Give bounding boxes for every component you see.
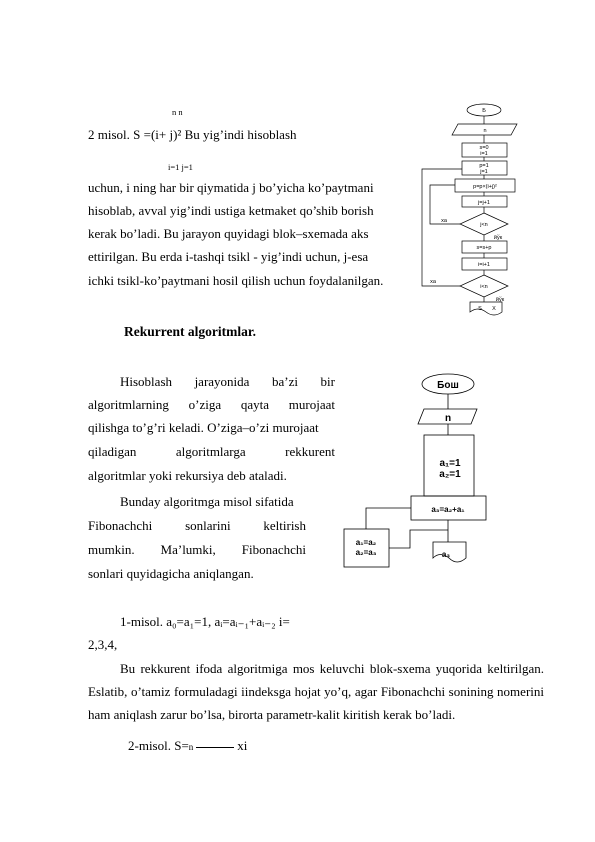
fc2-init-a2: a₂=1 [439, 469, 461, 480]
fc1-cond-j: j<n [480, 222, 488, 228]
section-line: Fibonachchi sonlarini keltirish [88, 518, 306, 533]
fc1-init-p: p=1 [479, 163, 489, 169]
section-line: qilishga to’g’ri keladi. O’ziga–o’zi murojaat [88, 420, 319, 435]
body-paragraph-text: Bu rekkurent ifoda algoritmiga mos keluvchi blok-sxema yuqorida keltirilgan. Eslatib, o’tamiz formuladagi iindeksga hojat yo’q, agar Fibonachchi sonining nomerini ham aniqlash zarur bo’lsa, birorta parametr-kalit kiritish kerak bo’ladi. [88, 661, 544, 722]
fc1-no-i: йўк [495, 297, 505, 303]
fc2-formula: a₃=a₂+a₁ [431, 505, 465, 514]
fc2-init-a1: a₁=1 [439, 458, 461, 469]
example-2b-prefix: 2-misol. S= [128, 738, 189, 753]
fc1-start: Б [482, 108, 486, 114]
example-2-line: 2 misol. S =(i+ j)² Bu yig’indi hisoblash [88, 127, 297, 142]
fc1-init-i: i=1 [480, 151, 488, 157]
body-paragraph [88, 657, 544, 726]
para-line: ettirilgan. Bu erda i-tashqi tsikl - yig’indi uchun, j-esa [88, 249, 369, 264]
example-2b-x: xi [237, 738, 248, 753]
para-line: kerak bo’ladi. Bu jarayon quyidagi blok–sxemada aks [88, 226, 369, 241]
fc1-no-j: йўк [493, 235, 503, 241]
fc1-init-s: s=0 [479, 145, 489, 151]
para-line: ichki tsikl-ko’paytmani hosil qilish uchun foydalanilgan. [88, 273, 384, 288]
fc1-yes-j: xa [441, 218, 447, 224]
section-heading: Rekurrent algoritmlar. [124, 324, 256, 339]
fc1-init-j: j=1 [480, 169, 488, 175]
section-line: Hisoblash jarayonida ba’zi bir [120, 374, 335, 389]
fc2-shift-a1: a₁=a₂ [355, 538, 377, 547]
example-2b-n: n [188, 742, 194, 752]
sum-limits-bottom: i=1 j=1 [168, 162, 193, 172]
fc1-product: p=p×(i+j)² [473, 184, 497, 190]
fraction-bar [196, 747, 234, 748]
fc1-end: Х [492, 306, 496, 312]
fc1-yes-i: xa [430, 279, 436, 285]
fc1-inc-j: j=j+1 [478, 200, 490, 206]
example-1-line: 1-misol. a₀=a₁=1, aᵢ=aᵢ₋₁+aᵢ₋₂ i= [120, 614, 290, 629]
fc2-output: a₃ [441, 550, 451, 559]
fc1-inc-i: i=i+1 [478, 262, 490, 268]
section-line: sonlari quyidagicha aniqlangan. [88, 566, 254, 581]
fc1-output: S [478, 306, 482, 312]
section-line: algoritmlar yoki rekursiya deb ataladi. [88, 468, 287, 483]
section-line: qiladigan algoritmlarga rekkurent [88, 444, 335, 459]
sum-limits-top: n n [172, 107, 183, 117]
fc2-shift-a2: a₂=a₃ [355, 548, 377, 557]
fc1-sum: s=s+p [476, 245, 492, 251]
section-line: Bunday algoritmga misol sifatida [120, 494, 294, 509]
example-1-line-cont: 2,3,4, [88, 637, 118, 652]
fc1-input: n [483, 128, 487, 134]
para-line: uchun, i ning har bir qiymatida j bo’yicha ko’paytmani [88, 180, 374, 195]
fc1-cond-i: i<n [480, 284, 488, 290]
fc2-input: n [444, 413, 452, 424]
para-line: hisoblab, avval yig’indi ustiga ketmaket qo’shib borish [88, 203, 374, 218]
fc2-start: Бош [437, 380, 459, 391]
example-2b-line [128, 738, 247, 755]
nested-loop-flowchart [420, 100, 540, 325]
section-line: mumkin. Ma’lumki, Fibonachchi [88, 542, 306, 557]
fibonacci-flowchart [340, 370, 490, 575]
section-line: algoritmlarning o’ziga qayta murojaat [88, 397, 335, 412]
